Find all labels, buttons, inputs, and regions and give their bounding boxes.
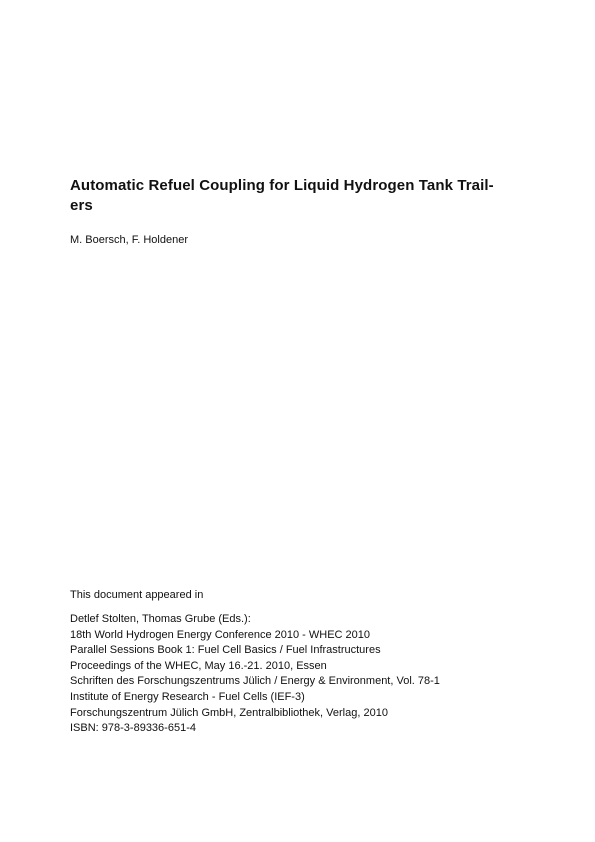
paper-authors: M. Boersch, F. Holdener: [70, 234, 188, 246]
publication-institute: Institute of Energy Research - Fuel Cells (IEF-3): [70, 690, 305, 703]
paper-title: [70, 176, 540, 216]
publication-info: [70, 612, 440, 737]
paper-title-line-1: Automatic Refuel Coupling for Liquid Hydrogen Tank Trail-: [70, 177, 494, 194]
publication-publisher: Forschungszentrum Jülich GmbH, Zentralbibliothek, Verlag, 2010: [70, 706, 388, 719]
publication-conference: 18th World Hydrogen Energy Conference 2010 - WHEC 2010: [70, 628, 371, 641]
publication-book: Parallel Sessions Book 1: Fuel Cell Basics / Fuel Infrastructures: [70, 644, 381, 657]
publication-isbn: ISBN: 978-3-89336-651-4: [70, 722, 196, 735]
publication-editors: Detlef Stolten, Thomas Grube (Eds.):: [70, 613, 251, 625]
publication-proceedings: Proceedings of the WHEC, May 16.-21. 2010, Essen: [70, 659, 327, 672]
publication-series: Schriften des Forschungszentrums Jülich / Energy & Environment, Vol. 78-1: [70, 675, 440, 688]
paper-title-line-2: ers: [70, 197, 93, 214]
appeared-in-label: This document appeared in: [70, 589, 204, 601]
